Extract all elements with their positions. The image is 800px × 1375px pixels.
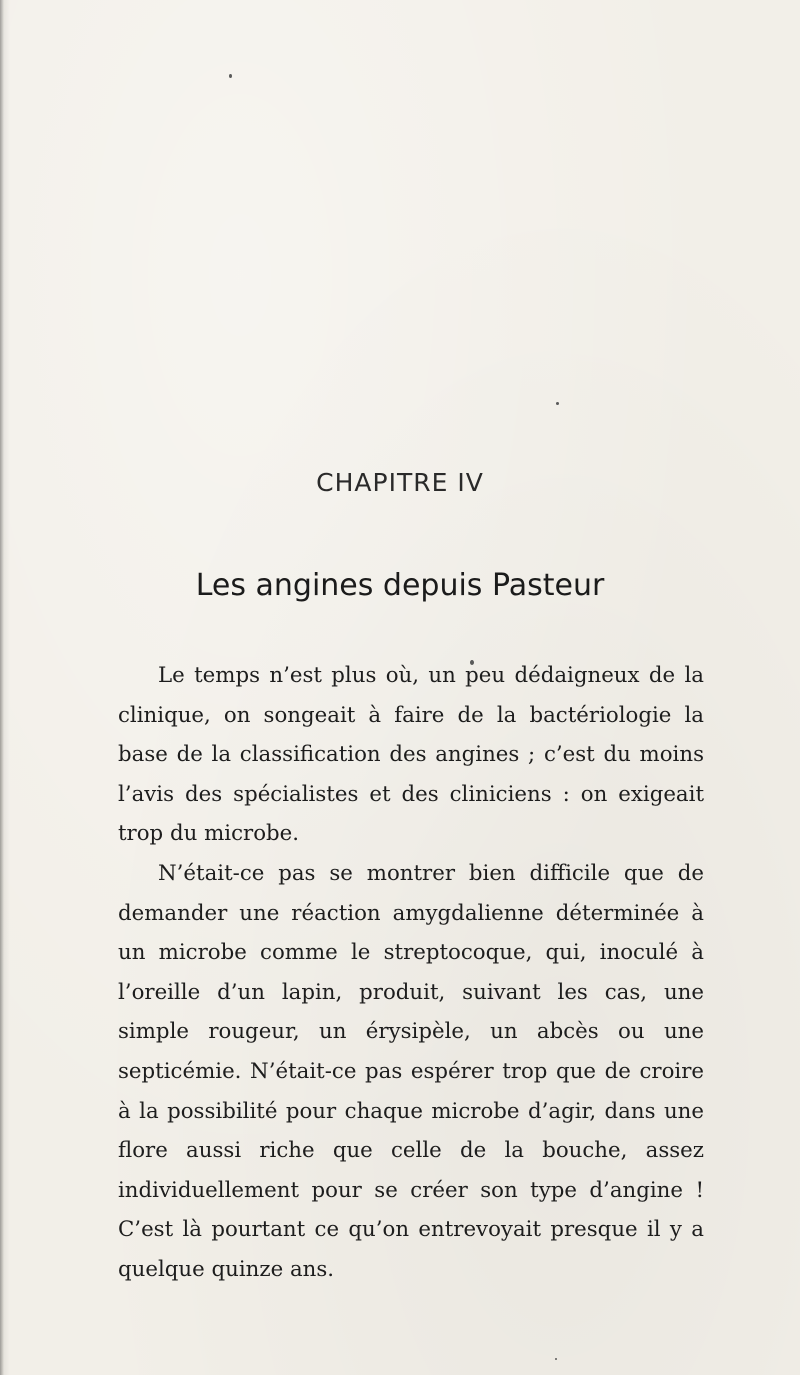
chapter-title: Les angines depuis Pasteur — [195, 568, 605, 603]
paper-fleck — [229, 74, 232, 78]
paragraph-2: N’était-ce pas se montrer bien difficile que de demander une réaction amygdalienne déterminée à un microbe comme le streptocoque, qui, inoculé à l’oreille d’un lapin, produit, suivant les cas, une simple rougeur, un érysipèle, un abcès ou une septicémie. N’était-ce pas espérer trop que de croire à la possibilité pour chaque microbe d’agir, dans une flore aussi riche que celle de la bouche, assez individuellement pour se créer son type d’angine ! C’est là pourtant ce qu’on entrevoyait presque il y a quelque quinze ans. — [118, 860, 704, 1282]
paper-fleck — [556, 402, 559, 405]
paragraph-1: Le temps n’est plus où, un peu dédaigneux de la clinique, on songeait à faire de la bactériologie la base de la classification des angines ; c’est du moins l’avis des spécialistes et des cliniciens : on exigeait trop du microbe. — [118, 663, 704, 847]
page-edge-shadow — [0, 0, 10, 1375]
chapter-heading: CHAPITRE IV — [316, 468, 484, 497]
body-text — [118, 656, 704, 1290]
paper-fleck — [555, 1358, 557, 1360]
